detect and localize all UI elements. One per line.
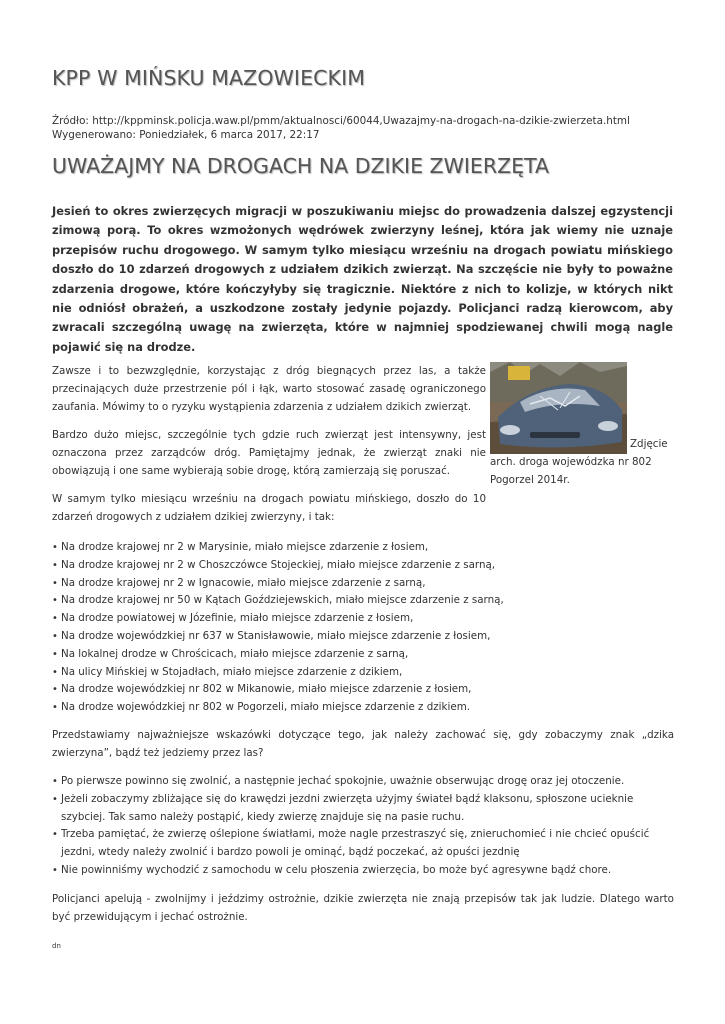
list-item (52, 664, 674, 682)
bullet-icon: • (52, 776, 58, 787)
list-item-text: Po pierwsze powinno się zwolnić, a następnie jechać spokojnie, uważnie obserwując drogę oraz jej otoczenie. (61, 775, 625, 787)
incident-list (52, 539, 674, 717)
list-item-text: Nie powinniśmy wychodzić z samochodu w celu płoszenia zwierzęcia, bo może być agresywne bądź chore. (61, 863, 612, 876)
list-item-text: Na drodze krajowej nr 2 w Marysinie, miało miejsce zdarzenie z łosiem, (61, 541, 429, 553)
bullet-icon: • (52, 577, 58, 589)
bullet-icon: • (52, 702, 58, 714)
list-item-text: Na lokalnej drodze w Chrościcach, miało miejsce zdarzenie z sarną, (61, 647, 409, 660)
article-lead: Jesień to okres zwierzęcych migracji w poszukiwaniu miejsc do prowadzenia dalszej egzystencji zimową porą. To okres wzmożonych wędrówek zwierzyny leśnej, która jak wiemy nie uznaje przepisów ruchu drogowego. W samym tylko miesiącu wrześniu na drogach powiatu mińskiego doszło do 10 zdarzeń drogowych z udziałem dzikich zwierząt. Na szczęście nie były to poważne zdarzenia drogowe, które kończyłyby się tragicznie. Niektóre z nich to kolizje, w których nikt nie odniósł obrażeń, a uszkodzone zostały jedynie pojazdy. Policjanci radzą kierowcom, aby zwracali szczególną uwagę na zwierzęta, które w najmniej spodziewanej chwili mogą nagle pojawić się na drodze. (52, 204, 673, 354)
list-item-text: Na drodze powiatowej w Józefinie, miało miejsce zdarzenie z łosiem, (61, 612, 414, 625)
bullet-icon: • (52, 630, 58, 642)
list-item (52, 575, 674, 593)
list-item (52, 826, 674, 862)
list-item (52, 557, 674, 575)
list-item (52, 773, 674, 791)
bullet-icon: • (52, 595, 58, 607)
bullet-icon: • (52, 648, 58, 660)
list-item-text: Na drodze krajowej nr 2 w Choszczówce Stojeckiej, miało miejsce zdarzenie z sarną, (61, 558, 496, 571)
document-meta (52, 114, 630, 142)
paragraph-1: Zawsze i to bezwzględnie, korzystając z dróg biegnących przez las, a także przecinających duże przestrzenie pól i łąk, warto stosować zasadę ograniczonego zaufania. Mówimy to o ryzyku wystąpienia zdarzenia z udziałem dzikich zwierząt. (52, 365, 486, 413)
list-item (52, 592, 674, 610)
crashed-car-photo (490, 362, 627, 454)
list-item (52, 628, 674, 646)
site-title: KPP W MIŃSKU MAZOWIECKIM (52, 66, 366, 90)
list-item-text: Na drodze krajowej nr 2 w Ignacowie, miało miejsce zdarzenie z sarną, (61, 576, 426, 589)
photo-with-caption (490, 362, 674, 490)
generated-line: Wygenerowano: Poniedziałek, 6 marca 2017, 22:17 (52, 129, 320, 141)
paragraph-2: Bardzo dużo miejsc, szczególnie tych gdzie ruch zwierząt jest intensywny, jest oznaczona przez zarządców dróg. Pamiętajmy jednak, że zwierząt znaki nie obowiązują i one same wybierają sobie drogę, którą zamierzają się poruszać. (52, 429, 486, 477)
list-item-text: Na drodze wojewódzkiej nr 802 w Mikanowie, miało miejsce zdarzenie z łosiem, (61, 683, 472, 696)
source-line: Źródło: http://kppminsk.policja.waw.pl/pmm/aktualnosci/60044,Uwazajmy-na-drogach-na-dzikie-zwierzeta.html (52, 115, 630, 127)
list-item-text: Na drodze wojewódzkiej nr 637 w Stanisławowie, miało miejsce zdarzenie z łosiem, (61, 629, 491, 642)
bullet-icon: • (52, 829, 58, 841)
list-item-text: Jeżeli zobaczymy zbliżające się do krawędzi jezdni zwierzęta użyjmy świateł bądź klaksonu, spłoszone ucieknie szybciej. Tak samo należy postąpić, kiedy zwierzę znajduje się na pasie ruchu. (61, 792, 634, 823)
list-item (52, 610, 674, 628)
list-item-text: Na drodze wojewódzkiej nr 802 w Pogorzeli, miało miejsce zdarzenie z dzikiem. (61, 701, 471, 714)
article-title: UWAŻAJMY NA DROGACH NA DZIKIE ZWIERZĘTA (52, 154, 550, 178)
list-item (52, 699, 674, 717)
bullet-icon: • (52, 793, 58, 805)
list-item (52, 681, 674, 699)
list-item-text: Na drodze krajowej nr 50 w Kątach Goździejewskich, miało miejsce zdarzenie z sarną, (61, 594, 504, 607)
bullet-icon: • (52, 559, 58, 571)
list-item (52, 791, 674, 827)
closing-paragraph: Policjanci apelują - zwolnijmy i jeździmy ostrożnie, dzikie zwierzęta nie znają przepisów tak jak ludzie. Dlatego warto być przewidującym i jechać ostrożnie. (52, 893, 674, 923)
bullet-icon: • (52, 666, 58, 678)
bullet-icon: • (52, 613, 58, 625)
paragraph-4: Przedstawiamy najważniejsze wskazówki dotyczące tego, jak należy zachować się, gdy zobaczymy znak „dzika zwierzyna”, bądź też jedziemy przez las? (52, 729, 674, 759)
list-item-text: Trzeba pamiętać, że zwierzę oślepione światłami, może nagle przestraszyć się, znieruchomieć i nie chcieć opuścić jezdni, wtedy należy zwolnić i bardzo powoli je ominąć, bądź poczekać, aż opuści jezdnię (61, 828, 650, 859)
paragraph-3: W samym tylko miesiącu wrześniu na drogach powiatu mińskiego, doszło do 10 zdarzeń drogowych z udziałem dzikiej zwierzyny, i tak: (52, 493, 486, 523)
list-item-text: Na ulicy Mińskiej w Stojadłach, miało miejsce zdarzenie z dzikiem, (61, 665, 403, 678)
list-item (52, 646, 674, 664)
bullet-icon: • (52, 864, 58, 876)
bullet-icon: • (52, 684, 58, 696)
bullet-icon: • (52, 542, 58, 553)
author-initials: dn (52, 942, 61, 950)
photo-caption: Zdjęcie arch. droga wojewódzka nr 802 Pogorzel 2014r. (490, 438, 668, 486)
tips-list (52, 773, 674, 880)
list-item (52, 539, 674, 557)
list-item (52, 862, 674, 880)
